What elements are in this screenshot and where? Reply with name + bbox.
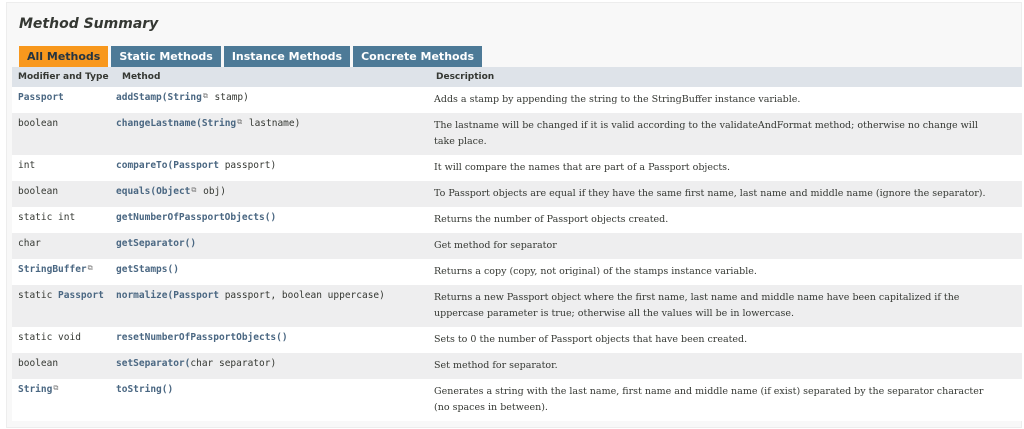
method-paren: ( <box>184 358 191 369</box>
description-cell: Adds a stamp by appending the string to the StringBuffer instance variable. <box>434 94 801 105</box>
table-row <box>12 353 1022 379</box>
table-header <box>12 67 1022 87</box>
method-link-equals[interactable]: equals <box>116 186 151 197</box>
modifier-cell <box>12 155 116 176</box>
description-cell: It will compare the names that are part of a Passport objects. <box>434 162 731 173</box>
table-row <box>12 233 1022 259</box>
type-text: boolean <box>18 118 59 129</box>
modifier-cell <box>12 87 116 108</box>
description-cell: Get method for separator <box>434 240 557 251</box>
description-cell: Returns a copy (copy, not original) of the stamps instance variable. <box>434 266 757 277</box>
method-cell <box>116 181 426 202</box>
header-modifier: Modifier and Type <box>18 72 109 82</box>
modifier-cell <box>12 285 116 306</box>
type-link[interactable]: String <box>18 384 53 395</box>
type-text: char <box>18 238 41 249</box>
method-paren: () <box>264 212 277 223</box>
table-row <box>12 379 1022 421</box>
description-cell: Set method for separator. <box>434 360 558 371</box>
method-params: obj) <box>197 186 226 197</box>
tab-concrete-methods[interactable]: Concrete Methods <box>353 46 482 68</box>
table-row <box>12 155 1022 181</box>
method-cell <box>116 207 426 228</box>
description-cell: Generates a string with the last name, first name and middle name (if exist) separated by the separator character (no spaces in between). <box>434 386 984 413</box>
description-cell: Returns the number of Passport objects created. <box>434 214 669 225</box>
description-cell: Returns a new Passport object where the first name, last name and middle name have been capitalized if the uppercase parameter is true; otherwise all the values will be in lowercase. <box>434 292 960 319</box>
method-link-getSeparator[interactable]: getSeparator <box>116 238 185 249</box>
method-cell <box>116 87 426 108</box>
method-params: passport, boolean uppercase) <box>218 290 385 301</box>
method-tabs <box>19 46 482 68</box>
method-paren: () <box>276 332 288 343</box>
description-cell: Sets to 0 the number of Passport objects that have been created. <box>434 334 748 345</box>
modifier-cell <box>12 233 116 254</box>
type-text: static int <box>18 212 76 223</box>
method-link-changeLastname[interactable]: changeLastname <box>116 118 197 129</box>
method-link-toString[interactable]: toString <box>116 384 162 395</box>
param-type-link[interactable]: String <box>201 118 237 129</box>
type-text: int <box>18 160 36 171</box>
modifier-prefix: static <box>18 290 59 301</box>
description-cell: To Passport objects are equal if they have the same first name, last name and middle name (ignore the separator). <box>434 188 986 199</box>
method-cell <box>116 285 426 306</box>
modifier-cell <box>12 327 116 348</box>
external-link-icon: ⧉ <box>191 186 197 194</box>
method-link-compareTo[interactable]: compareTo <box>116 160 168 171</box>
method-paren: ( <box>196 118 202 129</box>
method-params: passport) <box>218 160 277 171</box>
method-paren: ( <box>167 160 174 171</box>
modifier-cell <box>12 207 116 228</box>
method-link-resetNumberOfPassportObjects[interactable]: resetNumberOfPassportObjects <box>116 332 277 343</box>
param-type-link[interactable]: Passport <box>173 160 219 171</box>
table-row <box>12 87 1022 113</box>
description-cell: The lastname will be changed if it is valid according to the validateAndFormat method; otherwise no change will take place. <box>434 120 978 147</box>
method-cell <box>116 353 426 374</box>
tab-all-methods[interactable]: All Methods <box>19 46 108 68</box>
method-cell <box>116 113 426 134</box>
param-type-link[interactable]: Passport <box>173 290 219 301</box>
method-cell <box>116 233 426 254</box>
modifier-cell <box>12 113 116 134</box>
external-link-icon: ⧉ <box>202 92 208 100</box>
method-link-addStamp[interactable]: addStamp <box>116 92 162 103</box>
method-paren: () <box>167 264 179 275</box>
modifier-cell <box>12 259 116 280</box>
table-row <box>12 207 1022 233</box>
tab-instance-methods[interactable]: Instance Methods <box>224 46 350 68</box>
method-params: char separator) <box>190 358 277 369</box>
section-title: Method Summary <box>19 16 159 32</box>
type-link[interactable]: Passport <box>58 290 104 301</box>
table-row <box>12 181 1022 207</box>
method-link-setSeparator[interactable]: setSeparator <box>116 358 185 369</box>
method-params: stamp) <box>208 92 249 103</box>
table-row <box>12 285 1022 327</box>
table-row <box>12 259 1022 285</box>
method-link-getNumberOfPassportObjects[interactable]: getNumberOfPassportObjects <box>116 212 265 223</box>
method-cell <box>116 327 426 348</box>
external-link-icon: ⧉ <box>87 264 93 272</box>
modifier-cell <box>12 181 116 202</box>
param-type-link[interactable]: String <box>167 92 202 103</box>
type-link[interactable]: Passport <box>18 92 64 103</box>
tab-static-methods[interactable]: Static Methods <box>111 46 220 68</box>
external-link-icon: ⧉ <box>53 384 59 392</box>
method-paren: () <box>184 238 197 249</box>
type-text: static void <box>18 332 81 343</box>
method-paren: ( <box>161 92 168 103</box>
method-link-getStamps[interactable]: getStamps <box>116 264 168 275</box>
table-row <box>12 113 1022 155</box>
modifier-cell <box>12 353 116 374</box>
method-cell <box>116 379 426 400</box>
table-row <box>12 327 1022 353</box>
modifier-cell <box>12 379 116 400</box>
method-paren: () <box>161 384 174 395</box>
method-summary-table <box>12 67 1022 421</box>
table-body <box>12 87 1022 421</box>
type-text: boolean <box>18 186 59 197</box>
external-link-icon: ⧉ <box>237 118 243 126</box>
header-method: Method <box>122 72 161 82</box>
method-params: lastname) <box>243 118 301 129</box>
header-description: Description <box>436 72 495 82</box>
type-link[interactable]: StringBuffer <box>18 264 87 275</box>
param-type-link[interactable]: Object <box>156 186 191 197</box>
method-cell <box>116 259 426 280</box>
method-cell <box>116 155 426 176</box>
method-paren: ( <box>150 186 157 197</box>
type-text: boolean <box>18 358 59 369</box>
method-paren: ( <box>167 290 174 301</box>
method-link-normalize[interactable]: normalize <box>116 290 168 301</box>
